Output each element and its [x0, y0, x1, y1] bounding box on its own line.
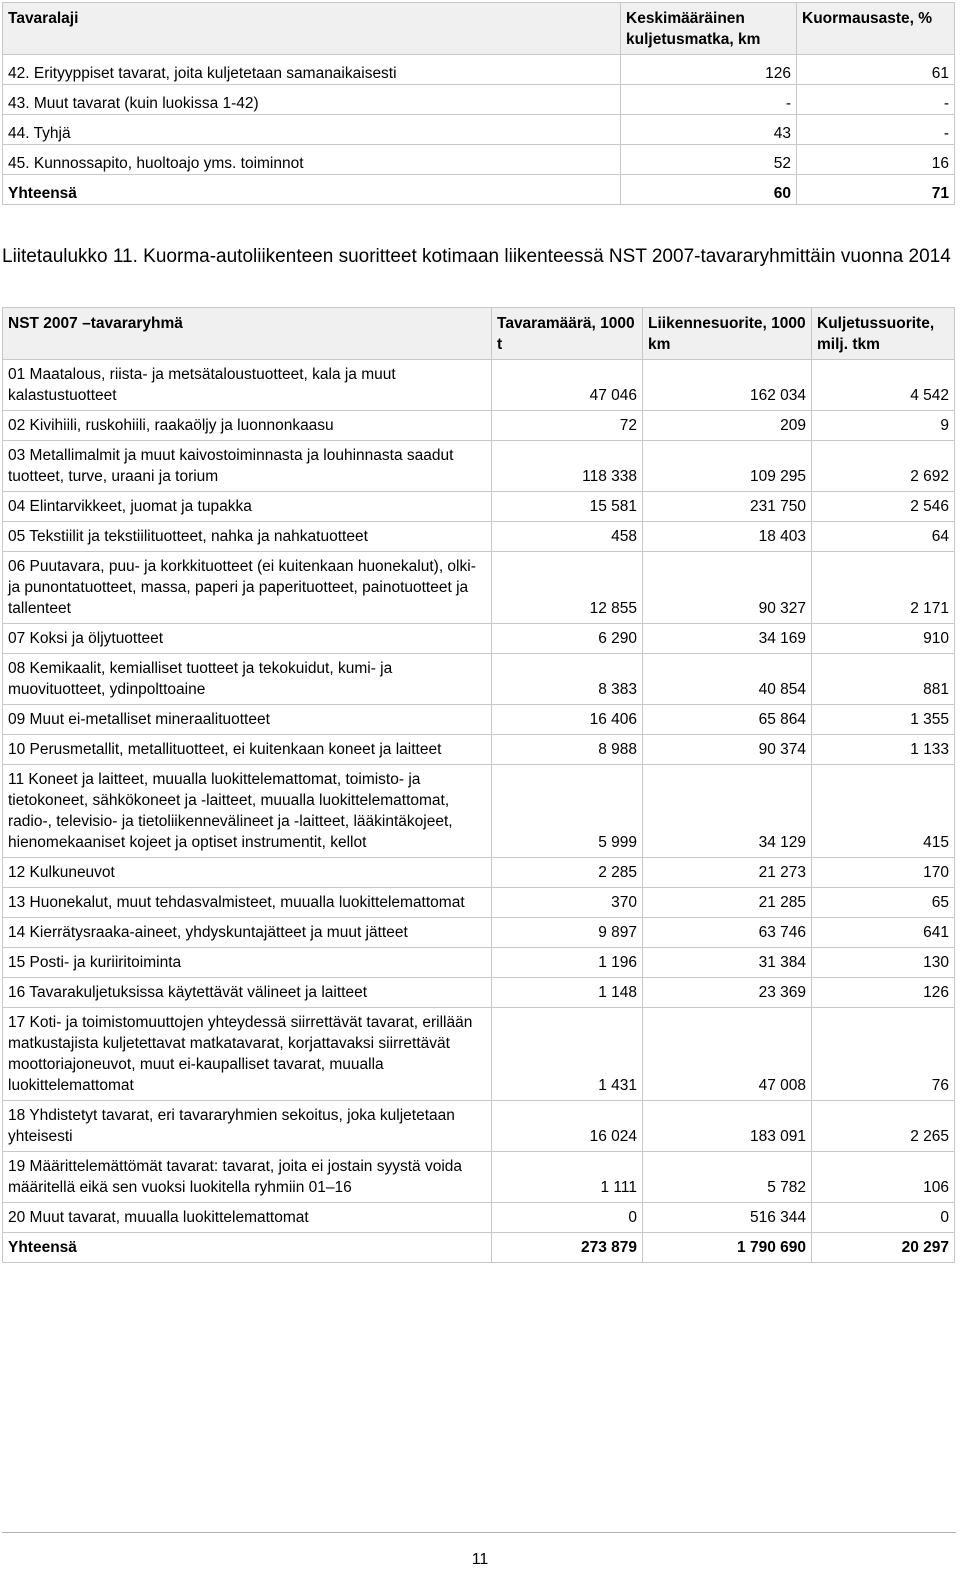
cell-value: 61	[797, 55, 955, 85]
row-label: 03 Metallimalmit ja muut kaivostoiminnasta ja louhinnasta saadut tuotteet, turve, uraani ja torium	[3, 441, 492, 492]
cell-value: 18 403	[643, 522, 812, 552]
table-row	[3, 765, 955, 858]
cell-value: 2 171	[812, 552, 955, 624]
cell-value: 21 285	[643, 888, 812, 918]
cell-value: 370	[492, 888, 643, 918]
row-label: 12 Kulkuneuvot	[3, 858, 492, 888]
cell-value: 5 999	[492, 765, 643, 858]
row-label: 10 Perusmetallit, metallituotteet, ei kuitenkaan koneet ja laitteet	[3, 735, 492, 765]
column-header-avg-distance: Keskimääräinen kuljetusmatka, km	[621, 3, 797, 55]
total-value: 71	[797, 175, 955, 205]
cell-value: 1 133	[812, 735, 955, 765]
total-value: 1 790 690	[643, 1233, 812, 1263]
cell-value: 118 338	[492, 441, 643, 492]
table-row	[3, 1008, 955, 1101]
total-label: Yhteensä	[3, 1233, 492, 1263]
cell-value: 1 431	[492, 1008, 643, 1101]
cell-value: 170	[812, 858, 955, 888]
table-row	[3, 492, 955, 522]
row-label: 44. Tyhjä	[3, 115, 621, 145]
table-row	[3, 948, 955, 978]
cell-value: 910	[812, 624, 955, 654]
row-label: 14 Kierrätysraaka-aineet, yhdyskuntajätteet ja muut jätteet	[3, 918, 492, 948]
cell-value: 162 034	[643, 360, 812, 411]
row-label: 18 Yhdistetyt tavarat, eri tavararyhmien sekoitus, joka kuljetetaan yhteisesti	[3, 1101, 492, 1152]
table-row	[3, 978, 955, 1008]
row-label: 04 Elintarvikkeet, juomat ja tupakka	[3, 492, 492, 522]
row-label: 13 Huonekalut, muut tehdasvalmisteet, muualla luokittelemattomat	[3, 888, 492, 918]
page-number: 11	[471, 1551, 489, 1568]
row-label: 43. Muut tavarat (kuin luokissa 1-42)	[3, 85, 621, 115]
table-average-distance	[2, 2, 955, 205]
cell-value: 0	[492, 1203, 643, 1233]
table-row	[3, 85, 955, 115]
cell-value: 1 111	[492, 1152, 643, 1203]
row-label: 07 Koksi ja öljytuotteet	[3, 624, 492, 654]
row-label: 02 Kivihiili, ruskohiili, raakaöljy ja luonnonkaasu	[3, 411, 492, 441]
cell-value: 1 196	[492, 948, 643, 978]
cell-value: 1 148	[492, 978, 643, 1008]
row-label: 16 Tavarakuljetuksissa käytettävät välineet ja laitteet	[3, 978, 492, 1008]
cell-value: 90 374	[643, 735, 812, 765]
table-row	[3, 654, 955, 705]
cell-value: 16 024	[492, 1101, 643, 1152]
cell-value: 2 265	[812, 1101, 955, 1152]
cell-value: 109 295	[643, 441, 812, 492]
table-row	[3, 858, 955, 888]
row-label: 20 Muut tavarat, muualla luokittelemattomat	[3, 1203, 492, 1233]
cell-value: 881	[812, 654, 955, 705]
cell-value: 106	[812, 1152, 955, 1203]
table-row	[3, 411, 955, 441]
cell-value: 21 273	[643, 858, 812, 888]
table-row	[3, 360, 955, 411]
cell-value: 90 327	[643, 552, 812, 624]
cell-value: 47 046	[492, 360, 643, 411]
cell-value: 183 091	[643, 1101, 812, 1152]
total-value: 273 879	[492, 1233, 643, 1263]
cell-value: 76	[812, 1008, 955, 1101]
cell-value: 34 169	[643, 624, 812, 654]
table-nst-goods-groups	[2, 307, 955, 1263]
cell-value: 65	[812, 888, 955, 918]
cell-value: -	[621, 85, 797, 115]
cell-value: 5 782	[643, 1152, 812, 1203]
cell-value: 641	[812, 918, 955, 948]
cell-value: 2 546	[812, 492, 955, 522]
table-row	[3, 522, 955, 552]
total-value: 20 297	[812, 1233, 955, 1263]
cell-value: 15 581	[492, 492, 643, 522]
table-row	[3, 552, 955, 624]
table-row	[3, 441, 955, 492]
cell-value: -	[797, 85, 955, 115]
cell-value: 209	[643, 411, 812, 441]
cell-value: 47 008	[643, 1008, 812, 1101]
table-row	[3, 55, 955, 85]
row-label: 09 Muut ei-metalliset mineraalituotteet	[3, 705, 492, 735]
column-header-goods-group: NST 2007 –tavararyhmä	[3, 308, 492, 360]
column-header-tonnage: Tavaramäärä, 1000 t	[492, 308, 643, 360]
table-row	[3, 624, 955, 654]
cell-value: 458	[492, 522, 643, 552]
row-label: 15 Posti- ja kuriiritoiminta	[3, 948, 492, 978]
cell-value: 4 542	[812, 360, 955, 411]
table-row	[3, 705, 955, 735]
cell-value: 64	[812, 522, 955, 552]
cell-value: -	[797, 115, 955, 145]
total-value: 60	[621, 175, 797, 205]
total-row	[3, 1233, 955, 1263]
cell-value: 16	[797, 145, 955, 175]
table-header-row	[3, 308, 955, 360]
cell-value: 16 406	[492, 705, 643, 735]
table-row	[3, 735, 955, 765]
table-row	[3, 1152, 955, 1203]
cell-value: 8 988	[492, 735, 643, 765]
table-row	[3, 1203, 955, 1233]
total-row	[3, 175, 955, 205]
row-label: 01 Maatalous, riista- ja metsätaloustuotteet, kala ja muut kalastustuotteet	[3, 360, 492, 411]
cell-value: 415	[812, 765, 955, 858]
total-label: Yhteensä	[3, 175, 621, 205]
cell-value: 34 129	[643, 765, 812, 858]
cell-value: 23 369	[643, 978, 812, 1008]
row-label: 45. Kunnossapito, huoltoajo yms. toiminnot	[3, 145, 621, 175]
row-label: 42. Erityyppiset tavarat, joita kuljetetaan samanaikaisesti	[3, 55, 621, 85]
table-row	[3, 888, 955, 918]
cell-value: 52	[621, 145, 797, 175]
row-label: 06 Puutavara, puu- ja korkkituotteet (ei kuitenkaan huonekalut), olki- ja punontatuotteet, massa, paperi ja paperituotteet, painotuotteet ja tallenteet	[3, 552, 492, 624]
table-row	[3, 115, 955, 145]
cell-value: 2 692	[812, 441, 955, 492]
cell-value: 9	[812, 411, 955, 441]
table-row	[3, 918, 955, 948]
row-label: 08 Kemikaalit, kemialliset tuotteet ja tekokuidut, kumi- ja muovituotteet, ydinpolttoaine	[3, 654, 492, 705]
cell-value: 0	[812, 1203, 955, 1233]
row-label: 11 Koneet ja laitteet, muualla luokittelemattomat, toimisto- ja tietokoneet, sähkökoneet ja -laitteet, muualla luokittelemattomat, radio-, televisio- ja tietoliikennevälineet ja -laitteet, lääkintäkojeet, hienomekaaniset kojeet ja optiset instrumentit, kellot	[3, 765, 492, 858]
table-row	[3, 1101, 955, 1152]
cell-value: 63 746	[643, 918, 812, 948]
cell-value: 65 864	[643, 705, 812, 735]
cell-value: 126	[621, 55, 797, 85]
row-label: 05 Tekstiilit ja tekstiilituotteet, nahka ja nahkatuotteet	[3, 522, 492, 552]
cell-value: 40 854	[643, 654, 812, 705]
cell-value: 12 855	[492, 552, 643, 624]
cell-value: 130	[812, 948, 955, 978]
cell-value: 231 750	[643, 492, 812, 522]
column-header-tonne-km: Kuljetussuorite, milj. tkm	[812, 308, 955, 360]
cell-value: 8 383	[492, 654, 643, 705]
table-row	[3, 145, 955, 175]
cell-value: 6 290	[492, 624, 643, 654]
row-label: 19 Määrittelemättömät tavarat: tavarat, joita ei jostain syystä voida määritellä eikä sen vuoksi luokitella ryhmiin 01–16	[3, 1152, 492, 1203]
row-label: 17 Koti- ja toimistomuuttojen yhteydessä siirrettävät tavarat, erillään matkustajista kuljetettavat matkatavarat, korjattavaksi siirrettävät moottoriajoneuvot, muut ei-kaupalliset tavarat, muualla luokittelemattomat	[3, 1008, 492, 1101]
footer-divider	[2, 1532, 956, 1533]
table-header-row	[3, 3, 955, 55]
cell-value: 43	[621, 115, 797, 145]
cell-value: 9 897	[492, 918, 643, 948]
cell-value: 126	[812, 978, 955, 1008]
cell-value: 31 384	[643, 948, 812, 978]
column-header-load-factor: Kuormausaste, %	[797, 3, 955, 55]
table-caption: Liitetaulukko 11. Kuorma-autoliikenteen suoritteet kotimaan liikenteessä NST 2007-tavararyhmittäin vuonna 2014	[2, 246, 951, 267]
column-header-goods-type: Tavaralaji	[3, 3, 621, 55]
cell-value: 1 355	[812, 705, 955, 735]
column-header-vehicle-km: Liikennesuorite, 1000 km	[643, 308, 812, 360]
cell-value: 2 285	[492, 858, 643, 888]
cell-value: 516 344	[643, 1203, 812, 1233]
cell-value: 72	[492, 411, 643, 441]
